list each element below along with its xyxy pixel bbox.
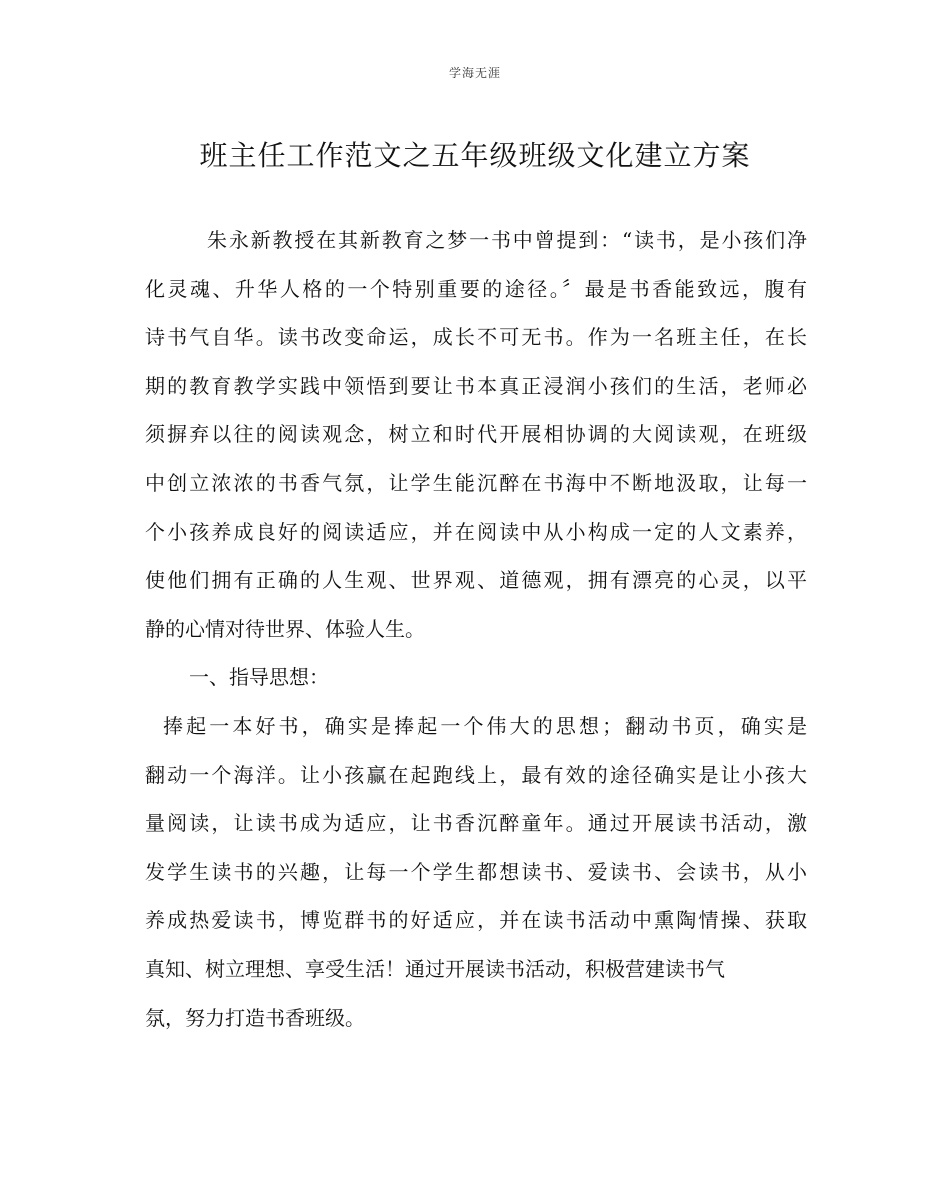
document-title: 班主任工作范文之五年级班级文化建立方案 [199,139,751,172]
paragraph-line: 期的教育教学实践中领悟到要让书本真正浸润小孩们的生活，老师必 [145,373,807,398]
paragraph-line: 养成热爱读书，博览群书的好适应，并在读书活动中熏陶情操、获取 [145,908,807,933]
document-body [145,220,807,1046]
paragraph-line: 发学生读书的兴趣，让每一个学生都想读书、爱读书、会读书，从小 [145,859,807,884]
paragraph-line: 捧起一本好书，确实是捧起一个伟大的思想；翻动书页，确实是 [163,713,807,738]
paragraph-line: 静的心情对待世界、体验人生。 [145,616,425,641]
paragraph-line: 诗书气自华。读书改变命运，成长不可无书。作为一名班主任，在长 [145,325,807,350]
paragraph-line: 个小孩养成良好的阅读适应，并在阅读中从小构成一定的人文素养， [145,519,807,544]
paragraph-line: 化灵魂、升华人格的一个特别重要的途径。〞最是书香能致远，腹有 [145,276,807,301]
paragraph-line: 须摒弃以往的阅读观念，树立和时代开展相协调的大阅读观，在班级 [145,422,807,447]
paragraph-line: 翻动一个海洋。让小孩赢在起跑线上，最有效的途径确实是让小孩大 [145,762,807,787]
paragraph-line: 量阅读，让读书成为适应，让书香沉醉童年。通过开展读书活动，激 [145,811,807,836]
section-heading: 一、指导思想： [189,665,329,690]
paragraph-line: 中创立浓浓的书香气氛，让学生能沉醉在书海中不断地汲取，让每一 [145,470,807,495]
page-header: 学海无涯 [448,66,501,80]
paragraph-line: 朱永新教授在其新教育之梦一书中曾提到：“读书，是小孩们净 [207,228,807,252]
paragraph-line: 使他们拥有正确的人生观、世界观、道德观，拥有漂亮的心灵，以平 [145,568,807,593]
paragraph-line: 真知、树立理想、享受生活！通过开展读书活动，积极营建读书气 [145,956,725,981]
paragraph-line: 氛，努力打造书香班级。 [145,1005,365,1030]
